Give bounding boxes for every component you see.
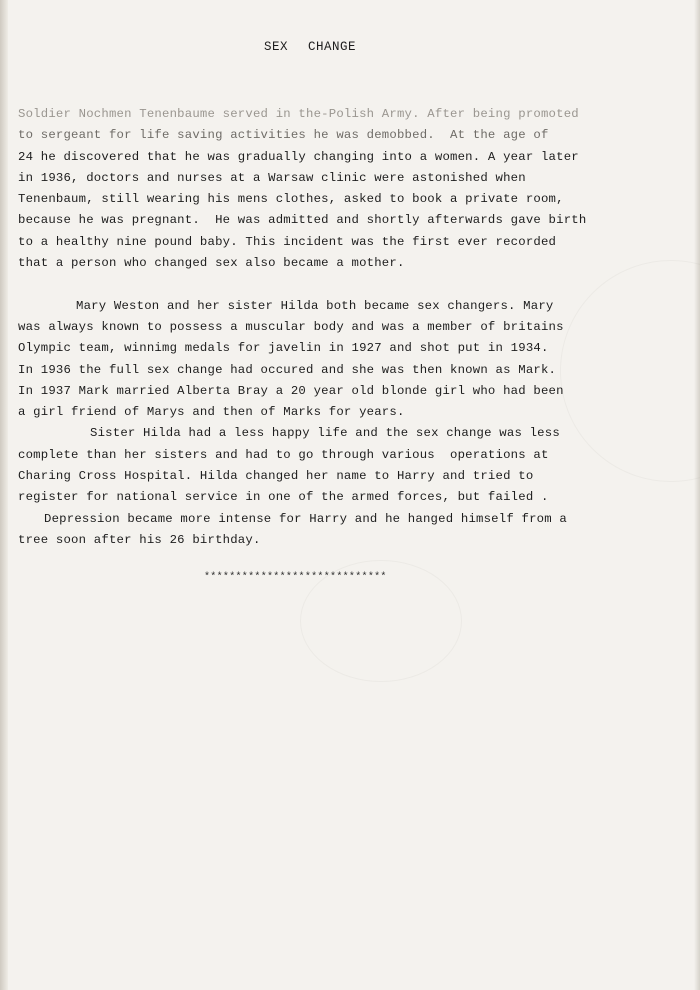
text-line: to a healthy nine pound baby. This incident was the first ever recorded [18, 234, 557, 249]
text-line: Tenenbaum, still wearing his mens clothes, asked to book a private room, [18, 192, 564, 207]
paragraph-tenenbaum [18, 104, 678, 274]
text-line: Soldier Nochmen Tenenbaume served in the-Polish Army. After being promoted [18, 107, 579, 121]
text-line: was always known to possess a muscular body and was a member of britains [18, 319, 564, 334]
paragraph-hilda [18, 423, 678, 551]
text-line: 24 he discovered that he was gradually changing into a women. A year later [18, 149, 579, 164]
text-line: In 1937 Mark married Alberta Bray a 20 year old blonde girl who had been [18, 383, 564, 398]
text-line: because he was pregnant. He was admitted and shortly afterwards gave birth [18, 213, 587, 228]
text-line: a girl friend of Marys and then of Marks for years. [18, 405, 405, 420]
text-line: to sergeant for life saving activities he was demobbed. At the age of [18, 128, 549, 143]
page-right-edge [694, 0, 700, 990]
text-line: Sister Hilda had a less happy life and the sex change was less [90, 426, 560, 441]
text-line: In 1936 the full sex change had occured and she was then known as Mark. [18, 362, 557, 377]
text-line: complete than her sisters and had to go through various operations at [18, 447, 549, 462]
title-word: CHANGE [308, 40, 357, 54]
page-title [0, 40, 620, 54]
paragraph-weston [18, 296, 678, 424]
separator-asterisks: ***************************** [204, 572, 387, 583]
text-line: tree soon after his 26 birthday. [18, 532, 261, 547]
text-line: Charing Cross Hospital. Hilda changed her name to Harry and tried to [18, 469, 534, 484]
page-left-edge [0, 0, 8, 990]
text-line: Olympic team, winnimg medals for javelin in 1927 and shot put in 1934. [18, 341, 549, 356]
text-line: in 1936, doctors and nurses at a Warsaw clinic were astonished when [18, 170, 526, 185]
text-line: Mary Weston and her sister Hilda both became sex changers. Mary [76, 298, 554, 313]
title-word: SEX [263, 40, 288, 54]
text-line: that a person who changed sex also became a mother. [18, 256, 405, 271]
text-line: register for national service in one of the armed forces, but failed . [18, 490, 549, 505]
text-line: Depression became more intense for Harry and he hanged himself from a [44, 511, 567, 526]
article-body [18, 104, 678, 551]
paragraph-gap [18, 274, 678, 295]
